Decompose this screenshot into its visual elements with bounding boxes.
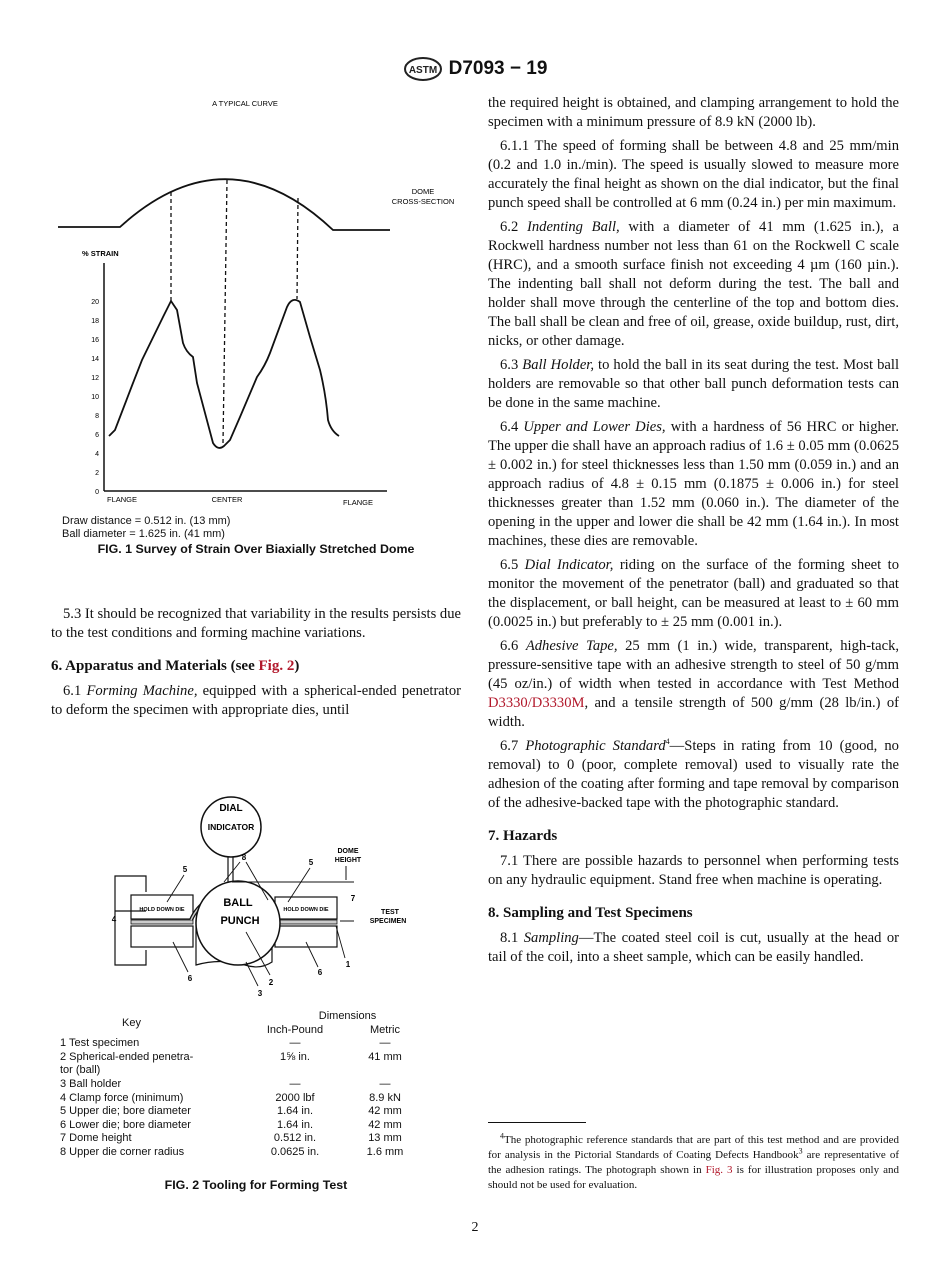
fig1-title: A TYPICAL CURVE bbox=[212, 99, 278, 108]
paragraph-8-1: 8.1 Sampling—The coated steel coil is cut, usually at the head or tail of the coil, into a sheet sample, which can be easily handled. bbox=[488, 930, 899, 965]
x-label-flange-right: FLANGE bbox=[342, 498, 374, 507]
svg-text:7: 7 bbox=[350, 894, 356, 903]
fig1-caption: FIG. 1 Survey of Strain Over Biaxially Stretched Dome bbox=[97, 542, 415, 556]
key-row bbox=[60, 1051, 420, 1065]
footnote-divider bbox=[488, 1122, 586, 1123]
fig2-caption: FIG. 2 Tooling for Forming Test bbox=[164, 1178, 348, 1192]
y-axis-label: % STRAIN bbox=[82, 249, 119, 258]
svg-text:2: 2 bbox=[268, 978, 274, 987]
key-cell-key: 5 Upper die; bore diameter bbox=[60, 1105, 191, 1118]
y-tick-label: 8 bbox=[95, 413, 99, 420]
svg-text:6: 6 bbox=[317, 968, 323, 977]
figure-2-tooling-diagram bbox=[100, 790, 420, 1005]
paragraph-6-3: 6.3 Ball Holder, to hold the ball in its seat during the test. Most ball holders are removable so that other ball punch deformation tests can be done in the same machine. bbox=[488, 357, 900, 411]
key-cell-inch: 0.0625 in. bbox=[270, 1145, 320, 1158]
key-cell-key: 3 Ball holder bbox=[60, 1077, 122, 1090]
svg-text:5: 5 bbox=[182, 865, 188, 874]
paragraph-6-6: 6.6 Adhesive Tape, 25 mm (1 in.) wide, transparent, high-tack, pressure-sensitive tape with an adhesive strength to steel of 50 g/mm (45 oz/in.) of width when tested in accordance with Test Method D3330/D3330M, and a tensile strength of 500 g/mm (28 lb/in.) of width. bbox=[488, 638, 900, 730]
key-row bbox=[60, 1037, 420, 1051]
paragraph-6-1-1: 6.1.1 The speed of forming shall be between 4.8 and 25 mm/min (0.2 and 1.0 in./min). The speed is usually slowed to measure more accurately the final height as shown on the dial indicator, but the final punch speed shall be controlled at 6 mm (0.24 in.) per min maximum. bbox=[488, 138, 899, 211]
key-cell-metric: 41 mm bbox=[368, 1050, 402, 1063]
x-label-center: CENTER bbox=[211, 495, 243, 504]
fig2-link[interactable]: Fig. 2 bbox=[258, 658, 295, 674]
key-cell-inch: 1⅝ in. bbox=[280, 1050, 310, 1063]
y-tick-label: 14 bbox=[91, 356, 99, 363]
d3330-link[interactable]: D3330/D3330M bbox=[488, 695, 585, 711]
fig3-link[interactable]: Fig. 3 bbox=[705, 1164, 733, 1176]
svg-text:DOME: DOME bbox=[337, 848, 359, 855]
key-cell-metric: 42 mm bbox=[368, 1118, 402, 1131]
x-label-flange-left: FLANGE bbox=[106, 495, 138, 504]
lower-die-right bbox=[275, 926, 337, 947]
key-row bbox=[60, 1132, 420, 1146]
dashed-guides bbox=[171, 180, 298, 443]
key-row bbox=[60, 1105, 420, 1119]
key-row bbox=[60, 1078, 420, 1092]
paragraph-5-3: 5.3 It should be recognized that variability in the results persists due to the test conditions and forming machine variations. bbox=[51, 606, 461, 641]
svg-text:SPECIMEN: SPECIMEN bbox=[369, 918, 407, 925]
strain-curve bbox=[109, 300, 339, 448]
fig1-note: Ball diameter = 1.625 in. (41 mm) bbox=[62, 528, 225, 540]
svg-text:HOLD DOWN DIE: HOLD DOWN DIE bbox=[283, 907, 329, 913]
key-cell-metric: — bbox=[379, 1077, 391, 1090]
figure-1-strain-chart bbox=[0, 0, 470, 520]
section-heading-8: 8. Sampling and Test Specimens bbox=[488, 905, 693, 921]
svg-text:HOLD DOWN DIE: HOLD DOWN DIE bbox=[139, 907, 185, 913]
key-cell-inch: 1.64 in. bbox=[276, 1105, 314, 1118]
y-tick-label: 18 bbox=[91, 318, 99, 325]
y-tick-label: 4 bbox=[95, 451, 99, 458]
svg-text:HEIGHT: HEIGHT bbox=[334, 857, 362, 864]
key-cell-inch: 1.64 in. bbox=[276, 1118, 314, 1131]
svg-text:DIAL: DIAL bbox=[219, 803, 243, 814]
fig2-key-table: Key Dimensions Inch-Pound Metric 1 Test specimen — — 2 Spherical-ended penetra- 1⅝ in. 41 mm tor (ball) 3 Ball holder — — 4 Clamp force (minimum) 2000 lbf 8.9 kN 5 Upper die; bore diameter 1.64 in. 42 mm 6 Lower die; bore diameter 1.64 in. 42 mm 7 Dome height 0.512 in. 13 mm 8 Upper die corner radius 0.0625 in. 1.6 mm bbox=[60, 1010, 420, 1160]
svg-text:TEST: TEST bbox=[381, 909, 399, 916]
svg-text:6: 6 bbox=[187, 974, 193, 983]
document-id: D7093 − 19 bbox=[448, 58, 548, 79]
paragraph-6-7: 6.7 Photographic Standard$^4$—Steps in rating from 10 (good, no removal) to 0 (poor, complete removal) used to visually rate the adhesion of the coating after forming and tape removal by comparison of the adhesive-backed tape with the photographic standard. bbox=[488, 737, 899, 811]
key-cell-key: 4 Clamp force (minimum) bbox=[60, 1091, 184, 1104]
key-cell-metric: 1.6 mm bbox=[366, 1145, 404, 1158]
svg-text:BALL: BALL bbox=[223, 897, 253, 909]
key-cell-key: 1 Test specimen bbox=[60, 1037, 140, 1050]
page-number: 2 bbox=[471, 1220, 479, 1235]
test-specimen-right bbox=[275, 920, 337, 924]
paragraph-6-1: 6.1 Forming Machine, equipped with a spherical-ended penetrator to deform the specimen with appropriate dies, until bbox=[51, 683, 461, 718]
dome-cross-section bbox=[58, 179, 390, 230]
paragraph-6-1-cont: the required height is obtained, and clamping arrangement to hold the specimen with a minimum pressure of 8.9 kN (2000 lb). bbox=[488, 95, 899, 130]
key-cell-key: tor (ball) bbox=[60, 1064, 101, 1077]
key-cell-key: 6 Lower die; bore diameter bbox=[60, 1118, 191, 1131]
svg-text:1: 1 bbox=[345, 960, 351, 969]
key-cell-inch: 2000 lbf bbox=[275, 1091, 315, 1104]
paragraph-6-4: 6.4 Upper and Lower Dies, with a hardness of 56 HRC or higher. The upper die shall have an approach radius of 1.6 ± 0.05 mm (0.0625 ± 0.002 in.) for steel thicknesses less than 1.50 mm (0.059 in.) and an approach radius of 4.8 ± 0.15 mm (0.1875 ± 0.006 in.) for steel thicknesses greater than 1.52 mm (0.060 in.). The diameter of the opening in the upper and lower die shall be 42 mm (1.64 in.). In most machines, these dies are removable. bbox=[488, 419, 899, 549]
key-cell-key: 2 Spherical-ended penetra- bbox=[60, 1050, 194, 1063]
y-tick-label: 12 bbox=[91, 375, 99, 382]
key-cell-metric bbox=[350, 1064, 420, 1078]
y-tick-label: 10 bbox=[91, 394, 99, 401]
svg-text:INDICATOR: INDICATOR bbox=[207, 822, 255, 832]
left-column bbox=[51, 605, 461, 725]
key-row bbox=[60, 1119, 420, 1133]
y-tick-labels bbox=[91, 299, 99, 496]
key-cell-metric: — bbox=[379, 1037, 391, 1050]
y-tick-label: 20 bbox=[91, 299, 99, 306]
svg-text:8: 8 bbox=[241, 853, 247, 862]
key-cell-metric: 8.9 kN bbox=[369, 1091, 401, 1104]
svg-text:ASTM: ASTM bbox=[408, 65, 437, 76]
fig1-note: Draw distance = 0.512 in. (13 mm) bbox=[62, 515, 231, 527]
key-row bbox=[60, 1146, 420, 1160]
key-cell-inch: 0.512 in. bbox=[273, 1132, 317, 1145]
svg-text:5: 5 bbox=[308, 858, 314, 867]
dome-label: CROSS-SECTION bbox=[391, 197, 455, 206]
section-heading-6: 6. Apparatus and Materials (see Fig. 2) bbox=[51, 658, 300, 674]
key-cell-inch: — bbox=[289, 1037, 301, 1050]
svg-text:PUNCH: PUNCH bbox=[220, 915, 260, 927]
key-cell-inch bbox=[240, 1064, 350, 1078]
y-tick-label: 16 bbox=[91, 337, 99, 344]
section-heading-7: 7. Hazards bbox=[488, 828, 558, 844]
paragraph-6-5: 6.5 Dial Indicator, riding on the surface of the forming sheet to monitor the movement of the penetrator (ball) and graduated so that the displacement, or ball height, can be measured at least to ± 60 mm (0.0025 in.) but preferably to ± 25 mm (0.001 in.). bbox=[488, 557, 899, 630]
svg-text:3: 3 bbox=[257, 989, 263, 998]
y-tick-label: 6 bbox=[95, 432, 99, 439]
lower-die-left bbox=[131, 926, 193, 947]
y-tick-label: 0 bbox=[95, 489, 99, 496]
y-tick-label: 2 bbox=[95, 470, 99, 477]
footnote-4: $^4$The photographic reference standards that are part of this test method and are provided for analysis in the Pictorial Standards of Coating Defects Handbook$^3$ are representative of the adhesion ratings. The photograph shown in Fig. 3 is for illustration proposes only and should not be used for evaluation. bbox=[488, 1131, 900, 1191]
test-specimen-left bbox=[131, 920, 193, 924]
key-row bbox=[60, 1064, 420, 1078]
key-cell-metric: 13 mm bbox=[368, 1132, 402, 1145]
paragraph-6-2: 6.2 Indenting Ball, with a diameter of 41 mm (1.625 in.), a Rockwell hardness number not less than 61 on the Rockwell C scale (HRC), and a smooth surface finish not exceeding 4 µm (160 µin.). The indenting ball shall not deform during the test. The ball and holder shall move through the centerline of the top and bottom dies. The ball shall be clean and free of oil, grease, oxide buildup, rust, dirt, nicks, or other damage. bbox=[488, 219, 899, 349]
key-cell-key: 7 Dome height bbox=[60, 1132, 132, 1145]
key-cell-key: 8 Upper die corner radius bbox=[60, 1145, 185, 1158]
key-row bbox=[60, 1092, 420, 1106]
paragraph-7-1: 7.1 There are possible hazards to personnel when performing tests on any hydraulic equipment. Stand free when machine is operating. bbox=[488, 853, 899, 888]
right-column bbox=[488, 94, 899, 972]
key-cell-metric: 42 mm bbox=[368, 1105, 402, 1118]
dome-label: DOME bbox=[411, 187, 435, 196]
svg-text:4: 4 bbox=[111, 915, 117, 924]
key-cell-inch: — bbox=[289, 1077, 301, 1090]
